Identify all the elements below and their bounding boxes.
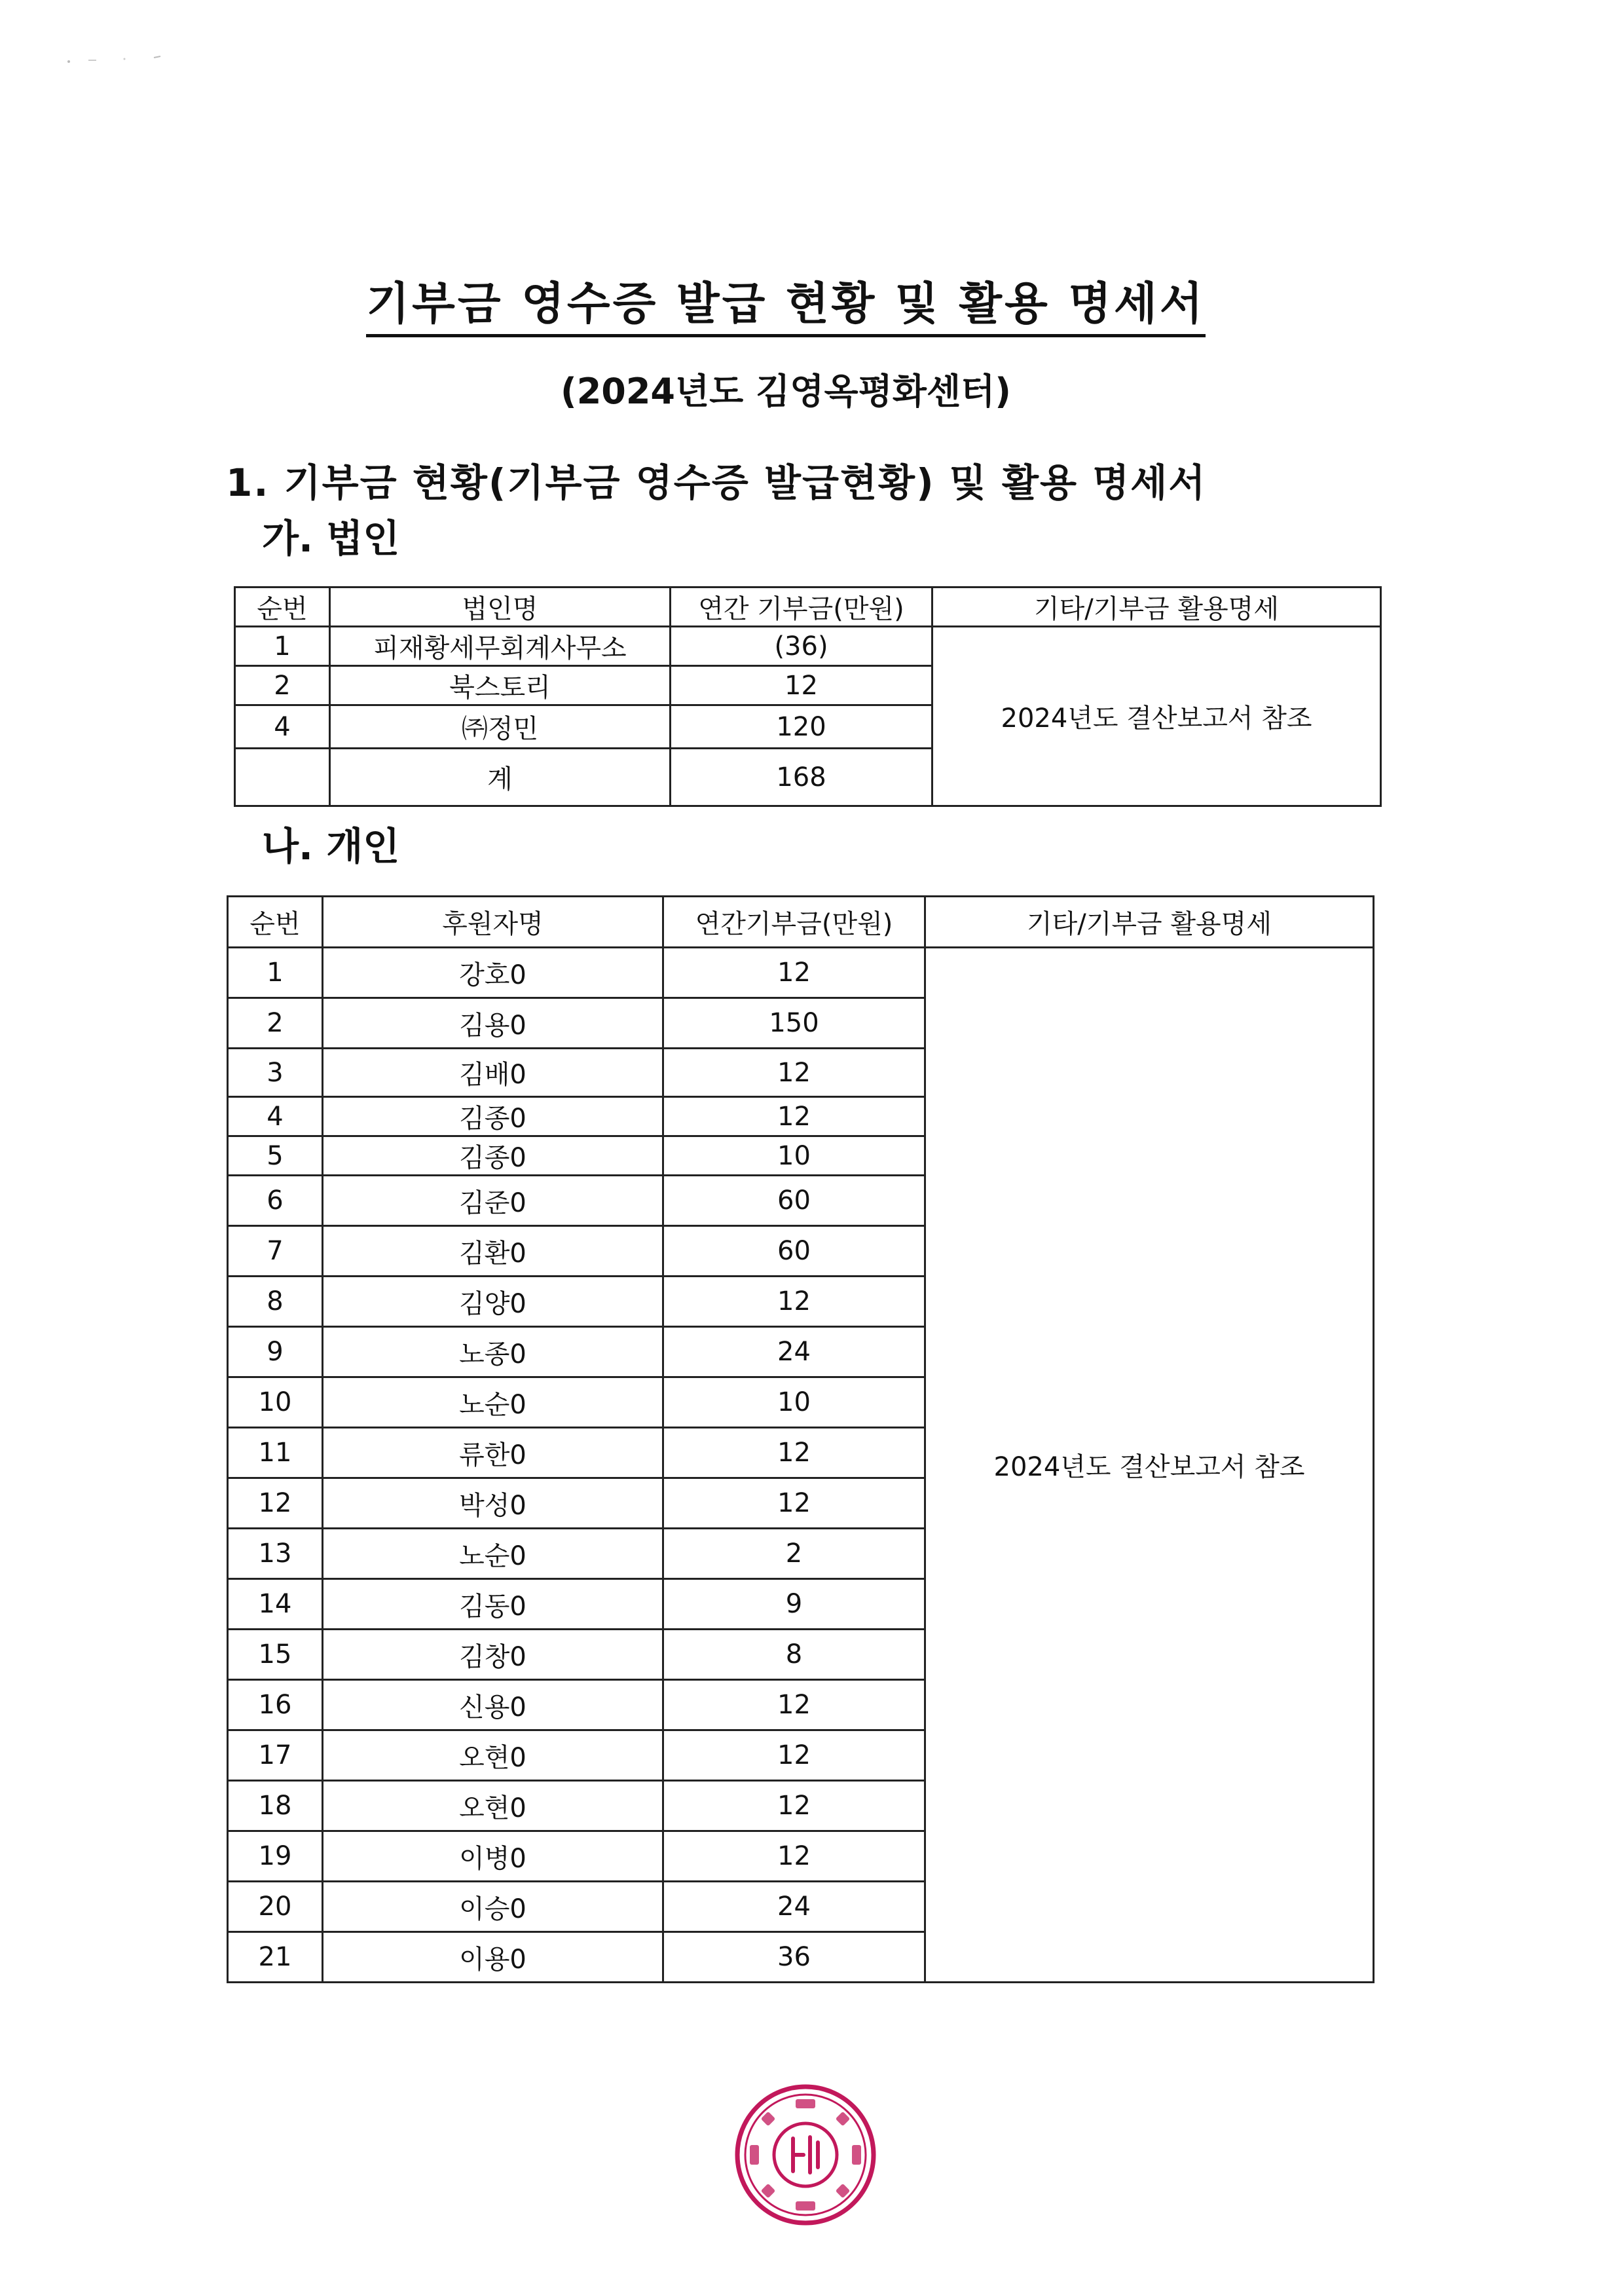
cell-amount: 12 — [663, 1478, 925, 1529]
cell-name: 김양0 — [323, 1277, 663, 1327]
cell-name: 김창0 — [323, 1630, 663, 1680]
cell-amount: 36 — [663, 1932, 925, 1983]
cell-no: 7 — [228, 1226, 323, 1277]
cell-amount: 60 — [663, 1176, 925, 1226]
cell-no: 16 — [228, 1680, 323, 1730]
cell-amount: 60 — [663, 1226, 925, 1277]
cell-amount: 9 — [663, 1579, 925, 1630]
cell-amount: 24 — [663, 1327, 925, 1377]
seal-stamp-icon — [730, 2080, 881, 2230]
cell-amount: 12 — [663, 1680, 925, 1730]
cell-no: 11 — [228, 1428, 323, 1478]
cell-name: 이승0 — [323, 1882, 663, 1932]
column-header-note: 기타/기부금 활용명세 — [932, 588, 1381, 627]
individual-heading: 나. 개인 — [262, 824, 400, 868]
page-title — [0, 269, 1572, 332]
cell-amount: 150 — [663, 998, 925, 1049]
total-amount: 168 — [671, 749, 932, 806]
cell-name: 박성0 — [323, 1478, 663, 1529]
cell-no: 6 — [228, 1176, 323, 1226]
page-title-text: 기부금 영수증 발급 현황 및 활용 명세서 — [366, 278, 1205, 337]
cell-amount: 12 — [663, 1781, 925, 1831]
column-header-no: 순번 — [228, 897, 323, 948]
cell-no: 4 — [228, 1097, 323, 1136]
cell-amount: 12 — [671, 666, 932, 705]
cell-amount: 10 — [663, 1136, 925, 1176]
cell-amount: 120 — [671, 705, 932, 749]
cell-no: 3 — [228, 1049, 323, 1097]
cell-amount: 10 — [663, 1377, 925, 1428]
cell-name: 오현0 — [323, 1730, 663, 1781]
cell-name: 노순0 — [323, 1529, 663, 1579]
corporate-donations-table — [234, 586, 1382, 807]
cell-amount: 12 — [663, 1428, 925, 1478]
column-header-no: 순번 — [235, 588, 330, 627]
cell-no: 14 — [228, 1579, 323, 1630]
individual-donations-table — [227, 895, 1375, 1983]
cell-amount: 12 — [663, 1730, 925, 1781]
cell-name: 피재황세무회계사무소 — [330, 627, 671, 666]
cell-amount: 2 — [663, 1529, 925, 1579]
cell-amount: 8 — [663, 1630, 925, 1680]
cell-no: 5 — [228, 1136, 323, 1176]
cell-amount: 24 — [663, 1882, 925, 1932]
cell-name: 김종0 — [323, 1136, 663, 1176]
cell-no: 20 — [228, 1882, 323, 1932]
column-header-name: 후원자명 — [323, 897, 663, 948]
cell-name: 노종0 — [323, 1327, 663, 1377]
cell-name: 김환0 — [323, 1226, 663, 1277]
cell-name: 북스토리 — [330, 666, 671, 705]
cell-name: 오현0 — [323, 1781, 663, 1831]
cell-name: 강호0 — [323, 948, 663, 998]
cell-no: 17 — [228, 1730, 323, 1781]
cell-no: 1 — [228, 948, 323, 998]
cell-no: 12 — [228, 1478, 323, 1529]
cell-amount: 12 — [663, 948, 925, 998]
cell-name: 김용0 — [323, 998, 663, 1049]
cell-no: 13 — [228, 1529, 323, 1579]
cell-no: 10 — [228, 1377, 323, 1428]
cell-name: 김준0 — [323, 1176, 663, 1226]
cell-name: 김동0 — [323, 1579, 663, 1630]
cell-name: 이병0 — [323, 1831, 663, 1882]
cell-no: 9 — [228, 1327, 323, 1377]
cell-name: 류한0 — [323, 1428, 663, 1478]
cell-name: 이용0 — [323, 1932, 663, 1983]
cell-no: 21 — [228, 1932, 323, 1983]
column-header-amount: 연간기부금(만원) — [663, 897, 925, 948]
cell-name: 노순0 — [323, 1377, 663, 1428]
cell-no: 2 — [228, 998, 323, 1049]
cell-no: 1 — [235, 627, 330, 666]
cell-amount: 12 — [663, 1049, 925, 1097]
column-header-name: 법인명 — [330, 588, 671, 627]
cell-amount: 12 — [663, 1831, 925, 1882]
cell-name: 김종0 — [323, 1097, 663, 1136]
scan-artifact-icon — [62, 52, 167, 65]
column-header-amount: 연간 기부금(만원) — [671, 588, 932, 627]
corporate-heading: 가. 법인 — [262, 516, 400, 561]
table-header-row — [235, 588, 1381, 627]
table-row — [228, 948, 1374, 998]
cell-no: 15 — [228, 1630, 323, 1680]
table-header-row — [228, 897, 1374, 948]
cell-name: 신용0 — [323, 1680, 663, 1730]
cell-note: 2024년도 결산보고서 참조 — [932, 627, 1381, 806]
cell-no: 2 — [235, 666, 330, 705]
cell-amount: 12 — [663, 1277, 925, 1327]
cell-no: 18 — [228, 1781, 323, 1831]
column-header-note: 기타/기부금 활용명세 — [925, 897, 1374, 948]
section-heading: 1. 기부금 현황(기부금 영수증 발급현황) 및 활용 명세서 — [226, 460, 1207, 505]
table-row — [235, 627, 1381, 666]
cell-amount: (36) — [671, 627, 932, 666]
cell-name: ㈜정민 — [330, 705, 671, 749]
cell-name: 김배0 — [323, 1049, 663, 1097]
page-subtitle: (2024년도 김영옥평화센터) — [561, 371, 1011, 412]
cell-no: 4 — [235, 705, 330, 749]
cell-no-empty — [235, 749, 330, 806]
cell-no: 8 — [228, 1277, 323, 1327]
total-label: 계 — [330, 749, 671, 806]
cell-note: 2024년도 결산보고서 참조 — [925, 948, 1374, 1983]
cell-no: 19 — [228, 1831, 323, 1882]
cell-amount: 12 — [663, 1097, 925, 1136]
